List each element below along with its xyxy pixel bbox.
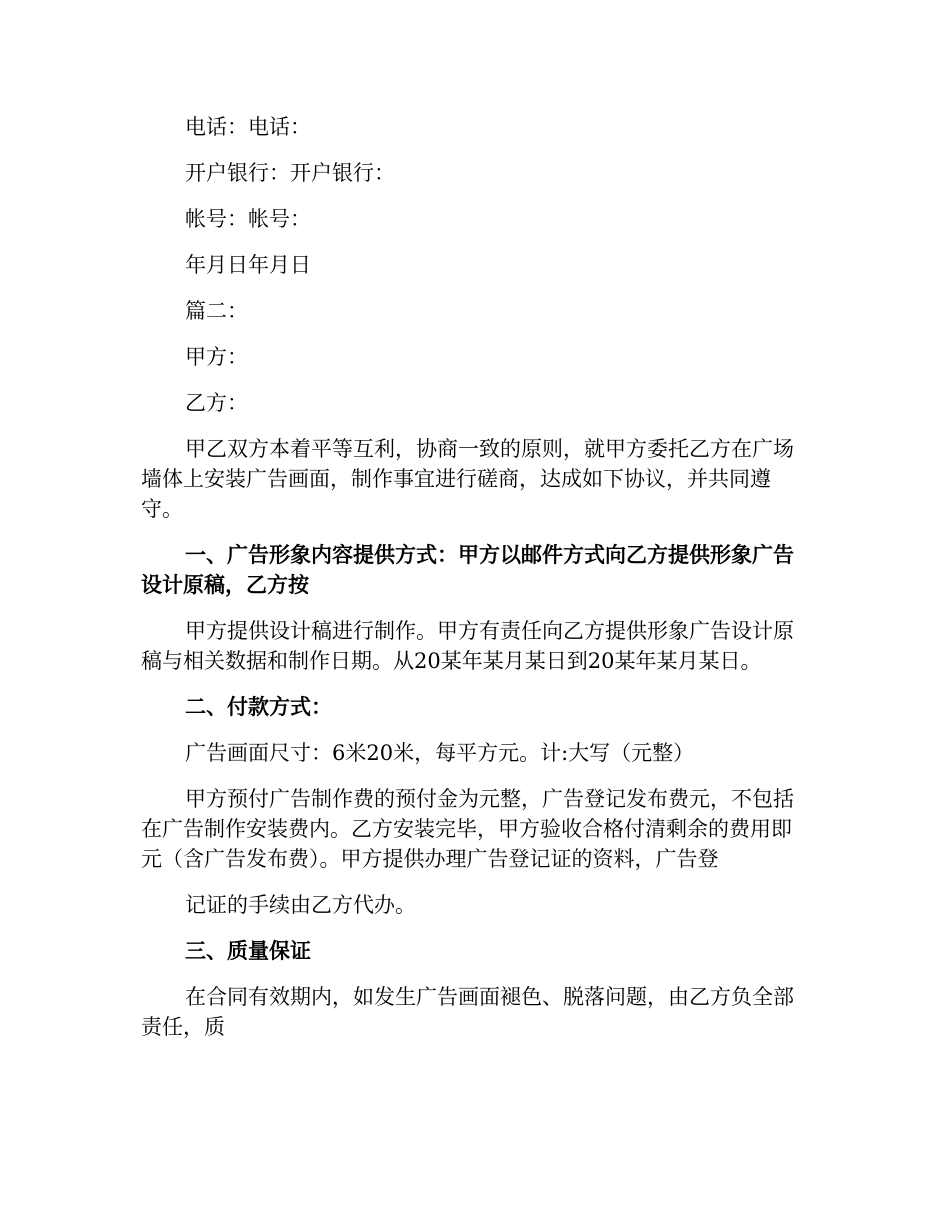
party-b-line: 乙方：: [185, 391, 248, 415]
clause-heading-1: 一、广告形象内容提供方式：甲方以邮件方式向乙方提供形象广告设计原稿，乙方按: [141, 542, 794, 597]
contact-account-line: 帐号：帐号：: [185, 207, 311, 231]
contact-bank-line: 开户银行：开户银行：: [185, 161, 395, 185]
clause-heading-2: 二、付款方式：: [185, 694, 332, 719]
party-a-line: 甲方：: [185, 345, 248, 369]
section-label: 篇二：: [185, 299, 248, 323]
date-line: 年月日年月日: [185, 253, 311, 277]
clause-body-2c: 记证的手续由乙方代办。: [185, 893, 416, 917]
clause-body-2b: 甲方预付广告制作费的预付金为元整，广告登记发布费元，不包括在广告制作安装费内。乙方安装完毕，甲方验收合格付清剩余的费用即元（含广告发布费）。甲方提供办理广告登记证的资料，广告登: [141, 787, 794, 871]
clause-body-2a: 广告画面尺寸：6米20米，每平方元。计:大写（元整）: [185, 741, 695, 765]
clause-body-3: 在合同有效期内，如发生广告画面褪色、脱落问题，由乙方负全部责任，质: [141, 985, 794, 1039]
clause-heading-3: 三、质量保证: [185, 938, 311, 963]
intro-paragraph: 甲乙双方本着平等互利，协商一致的原则，就甲方委托乙方在广场墙体上安装广告画面，制作事宜进行磋商，达成如下协议，并共同遵守。: [141, 437, 794, 521]
contact-phone-line: 电话：电话：: [185, 115, 311, 139]
clause-body-1: 甲方提供设计稿进行制作。甲方有责任向乙方提供形象广告设计原稿与相关数据和制作日期。从20某年某月某日到20某年某月某日。: [141, 619, 794, 673]
